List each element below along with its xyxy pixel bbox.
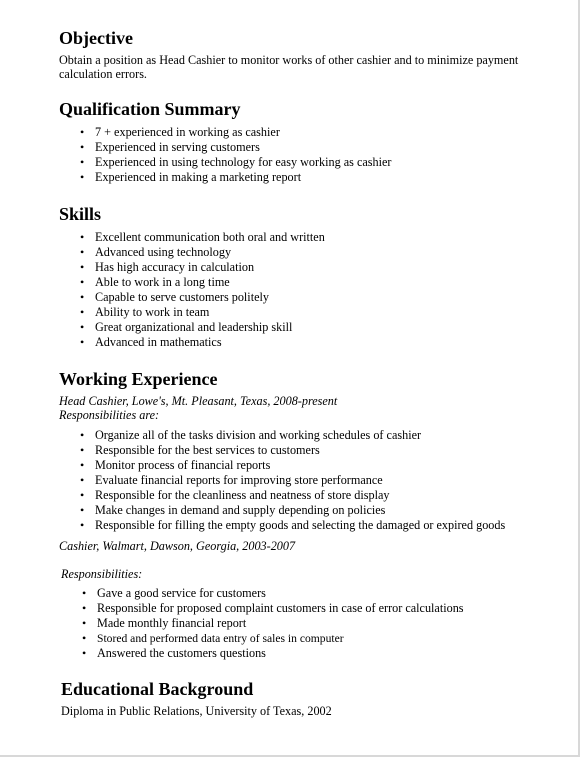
list-item: • Answered the customers questions bbox=[82, 646, 464, 661]
list-item: • Great organizational and leadership skill bbox=[80, 320, 325, 335]
list-item: • Monitor process of financial reports bbox=[80, 458, 505, 473]
objective-text: Obtain a position as Head Cashier to monitor works of other cashier and to minimize payment calculation errors. bbox=[59, 53, 519, 81]
list-item: • Evaluate financial reports for improving store performance bbox=[80, 473, 505, 488]
job-responsibilities-list bbox=[80, 428, 505, 533]
list-item: • Ability to work in team bbox=[80, 305, 325, 320]
list-item: • Experienced in making a marketing report bbox=[80, 170, 391, 185]
qualification-list bbox=[80, 125, 391, 185]
list-item: • Experienced in using technology for easy working as cashier bbox=[80, 155, 391, 170]
list-item: • Responsible for the best services to customers bbox=[80, 443, 505, 458]
responsibilities-label: Responsibilities: bbox=[61, 567, 143, 581]
list-item: • Responsible for proposed complaint customers in case of error calculations bbox=[82, 601, 464, 616]
list-item: • Make changes in demand and supply depending on policies bbox=[80, 503, 505, 518]
experience-heading: Working Experience bbox=[59, 369, 218, 389]
skills-list bbox=[80, 230, 325, 350]
list-item: • Stored and performed data entry of sales in computer bbox=[82, 631, 464, 646]
job-title: Cashier, Walmart, Dawson, Georgia, 2003-2007 bbox=[59, 539, 296, 553]
list-item: • Responsible for filling the empty goods and selecting the damaged or expired goods bbox=[80, 518, 505, 533]
list-item: • Advanced in mathematics bbox=[80, 335, 325, 350]
education-heading: Educational Background bbox=[61, 679, 254, 699]
job-title: Head Cashier, Lowe's, Mt. Pleasant, Texas, 2008-present bbox=[59, 394, 338, 408]
list-item: • Experienced in serving customers bbox=[80, 140, 391, 155]
list-item: • Organize all of the tasks division and working schedules of cashier bbox=[80, 428, 505, 443]
job-responsibilities-list bbox=[82, 586, 464, 661]
list-item: • Capable to serve customers politely bbox=[80, 290, 325, 305]
list-item: • Excellent communication both oral and written bbox=[80, 230, 325, 245]
education-text: Diploma in Public Relations, University of Texas, 2002 bbox=[61, 704, 332, 718]
list-item: • 7 + experienced in working as cashier bbox=[80, 125, 391, 140]
list-item: • Responsible for the cleanliness and neatness of store display bbox=[80, 488, 505, 503]
responsibilities-label: Responsibilities are: bbox=[59, 408, 160, 422]
list-item: • Gave a good service for customers bbox=[82, 586, 464, 601]
list-item: • Made monthly financial report bbox=[82, 616, 464, 631]
qualification-heading: Qualification Summary bbox=[59, 99, 241, 119]
list-item: • Has high accuracy in calculation bbox=[80, 260, 325, 275]
objective-heading: Objective bbox=[59, 28, 133, 48]
list-item: • Advanced using technology bbox=[80, 245, 325, 260]
skills-heading: Skills bbox=[59, 204, 102, 224]
list-item: • Able to work in a long time bbox=[80, 275, 325, 290]
